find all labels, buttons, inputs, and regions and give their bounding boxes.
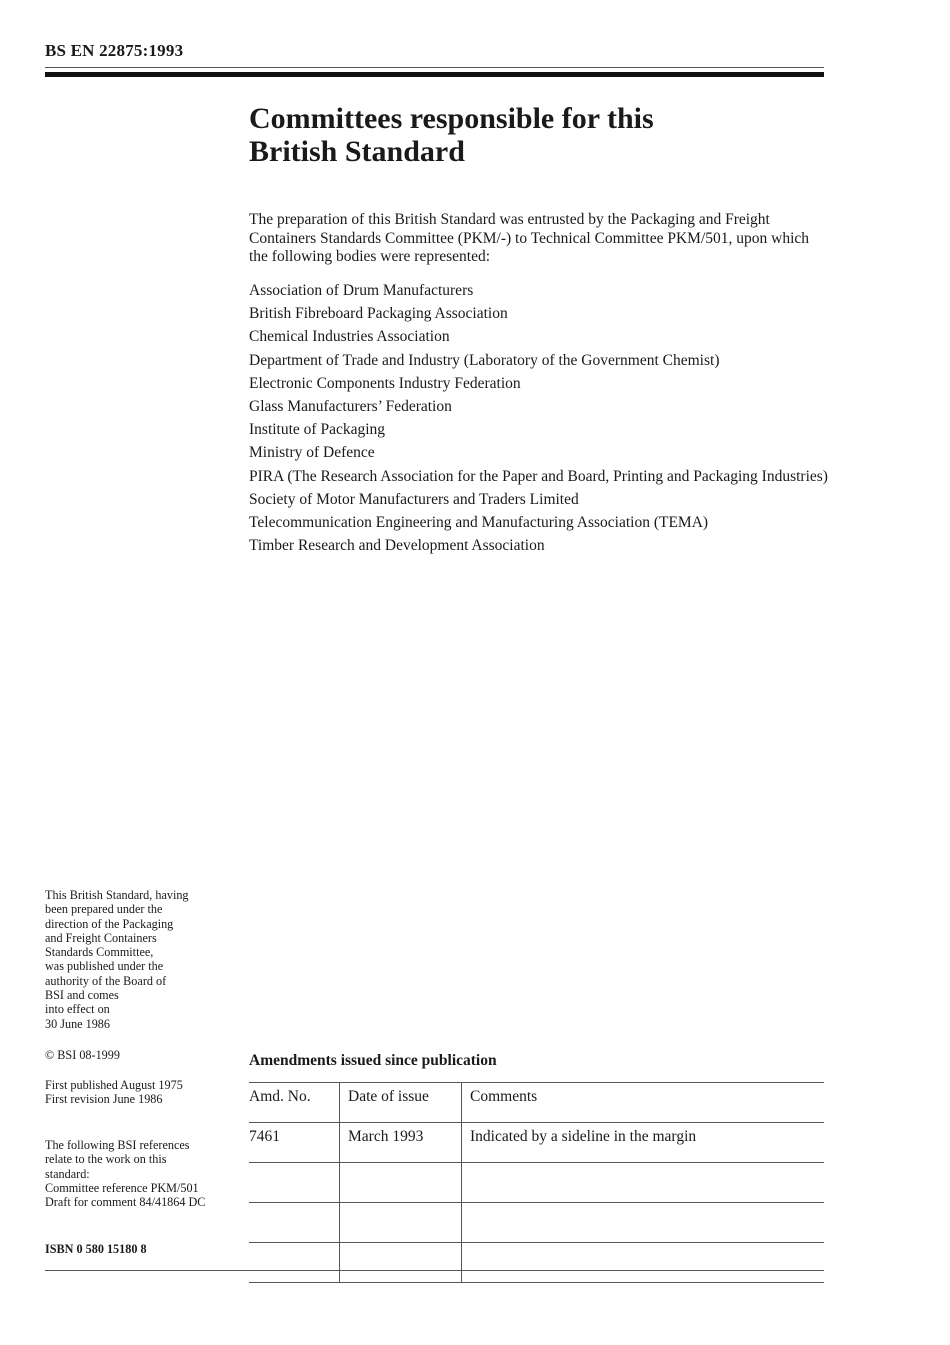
list-item: Department of Trade and Industry (Laboratory of the Government Chemist)	[249, 351, 720, 369]
copyright-notice	[45, 1048, 240, 1062]
amendments-table	[249, 1082, 824, 1283]
list-item: British Fibreboard Packaging Association	[249, 305, 508, 323]
page-title	[249, 102, 829, 168]
list-item: Telecommunication Engineering and Manufacturing Association (TEMA)	[249, 513, 709, 531]
publication-statement-line: BSI and comes	[45, 988, 119, 1003]
list-item: Chemical Industries Association	[249, 328, 450, 346]
list-item: Association of Drum Manufacturers	[249, 282, 474, 299]
amd-no-cell: 7461	[249, 1123, 340, 1163]
bsi-references	[45, 1138, 240, 1209]
publication-statement-line: been prepared under the	[45, 902, 163, 917]
copyright-text: © BSI 08-1999	[45, 1048, 120, 1062]
empty-cell	[340, 1163, 462, 1203]
comments-cell: Indicated by a sideline in the margin	[462, 1123, 825, 1163]
publication-statement-line: was published under the	[45, 959, 164, 974]
publication-statement	[45, 888, 230, 1031]
empty-cell	[462, 1243, 825, 1283]
publication-statement-line: direction of the Packaging	[45, 916, 174, 931]
header-thin-rule	[45, 67, 824, 68]
list-item: Society of Motor Manufacturers and Traders Limited	[249, 490, 579, 508]
isbn-text: ISBN 0 580 15180 8	[45, 1242, 147, 1256]
empty-cell	[462, 1163, 825, 1203]
list-item: Glass Manufacturers’ Federation	[249, 397, 452, 415]
publication-statement-line: and Freight Containers	[45, 930, 157, 945]
header-thick-rule	[45, 72, 824, 77]
page-title-line-1: Committees responsible for this	[249, 102, 654, 135]
column-header-comments: Comments	[462, 1083, 825, 1123]
publication-statement-line: authority of the Board of	[45, 973, 167, 988]
list-item: Timber Research and Development Association	[249, 537, 545, 555]
publication-history	[45, 1078, 240, 1107]
reference-line: Draft for comment 84/41864 DC	[45, 1195, 206, 1210]
column-header-date-of-issue: Date of issue	[340, 1083, 462, 1123]
reference-line: standard:	[45, 1166, 90, 1181]
table-row-empty	[249, 1203, 824, 1243]
empty-cell	[249, 1203, 340, 1243]
standard-code: BS EN 22875:1993	[45, 41, 184, 60]
column-header-amd-no: Amd. No.	[249, 1083, 340, 1123]
page-title-line-2: British Standard	[249, 135, 465, 168]
list-item: Ministry of Defence	[249, 444, 375, 462]
publication-statement-line: Standards Committee,	[45, 945, 154, 960]
isbn-number	[45, 1242, 240, 1256]
reference-line: relate to the work on this	[45, 1152, 167, 1167]
empty-cell	[340, 1203, 462, 1243]
amendments-title: Amendments issued since publication	[249, 1052, 497, 1069]
date-of-issue-cell: March 1993	[340, 1123, 462, 1163]
table-header-row	[249, 1083, 824, 1123]
table-row	[249, 1123, 824, 1163]
table-row-empty	[249, 1163, 824, 1203]
list-item: Electronic Components Industry Federation	[249, 374, 521, 392]
publication-statement-line: This British Standard, having	[45, 888, 189, 902]
history-line: First published August 1975	[45, 1078, 183, 1092]
footer-rule	[45, 1270, 824, 1271]
reference-line: The following BSI references	[45, 1138, 190, 1152]
empty-cell	[340, 1243, 462, 1283]
list-item: Institute of Packaging	[249, 421, 386, 439]
publication-statement-line: into effect on	[45, 1002, 110, 1017]
empty-cell	[249, 1163, 340, 1203]
history-line: First revision June 1986	[45, 1092, 163, 1107]
list-item: PIRA (The Research Association for the Paper and Board, Printing and Packaging Industries)	[249, 467, 828, 485]
intro-paragraph: The preparation of this British Standard was entrusted by the Packaging and Freight Containers Standards Committee (PKM/-) to Technical Committee PKM/501, upon which the following bodies were represented:	[249, 211, 810, 265]
publication-statement-line: 30 June 1986	[45, 1016, 110, 1031]
reference-line: Committee reference PKM/501	[45, 1180, 199, 1195]
empty-cell	[249, 1243, 340, 1283]
table-row-empty	[249, 1243, 824, 1283]
empty-cell	[462, 1203, 825, 1243]
represented-bodies-list	[249, 282, 829, 560]
